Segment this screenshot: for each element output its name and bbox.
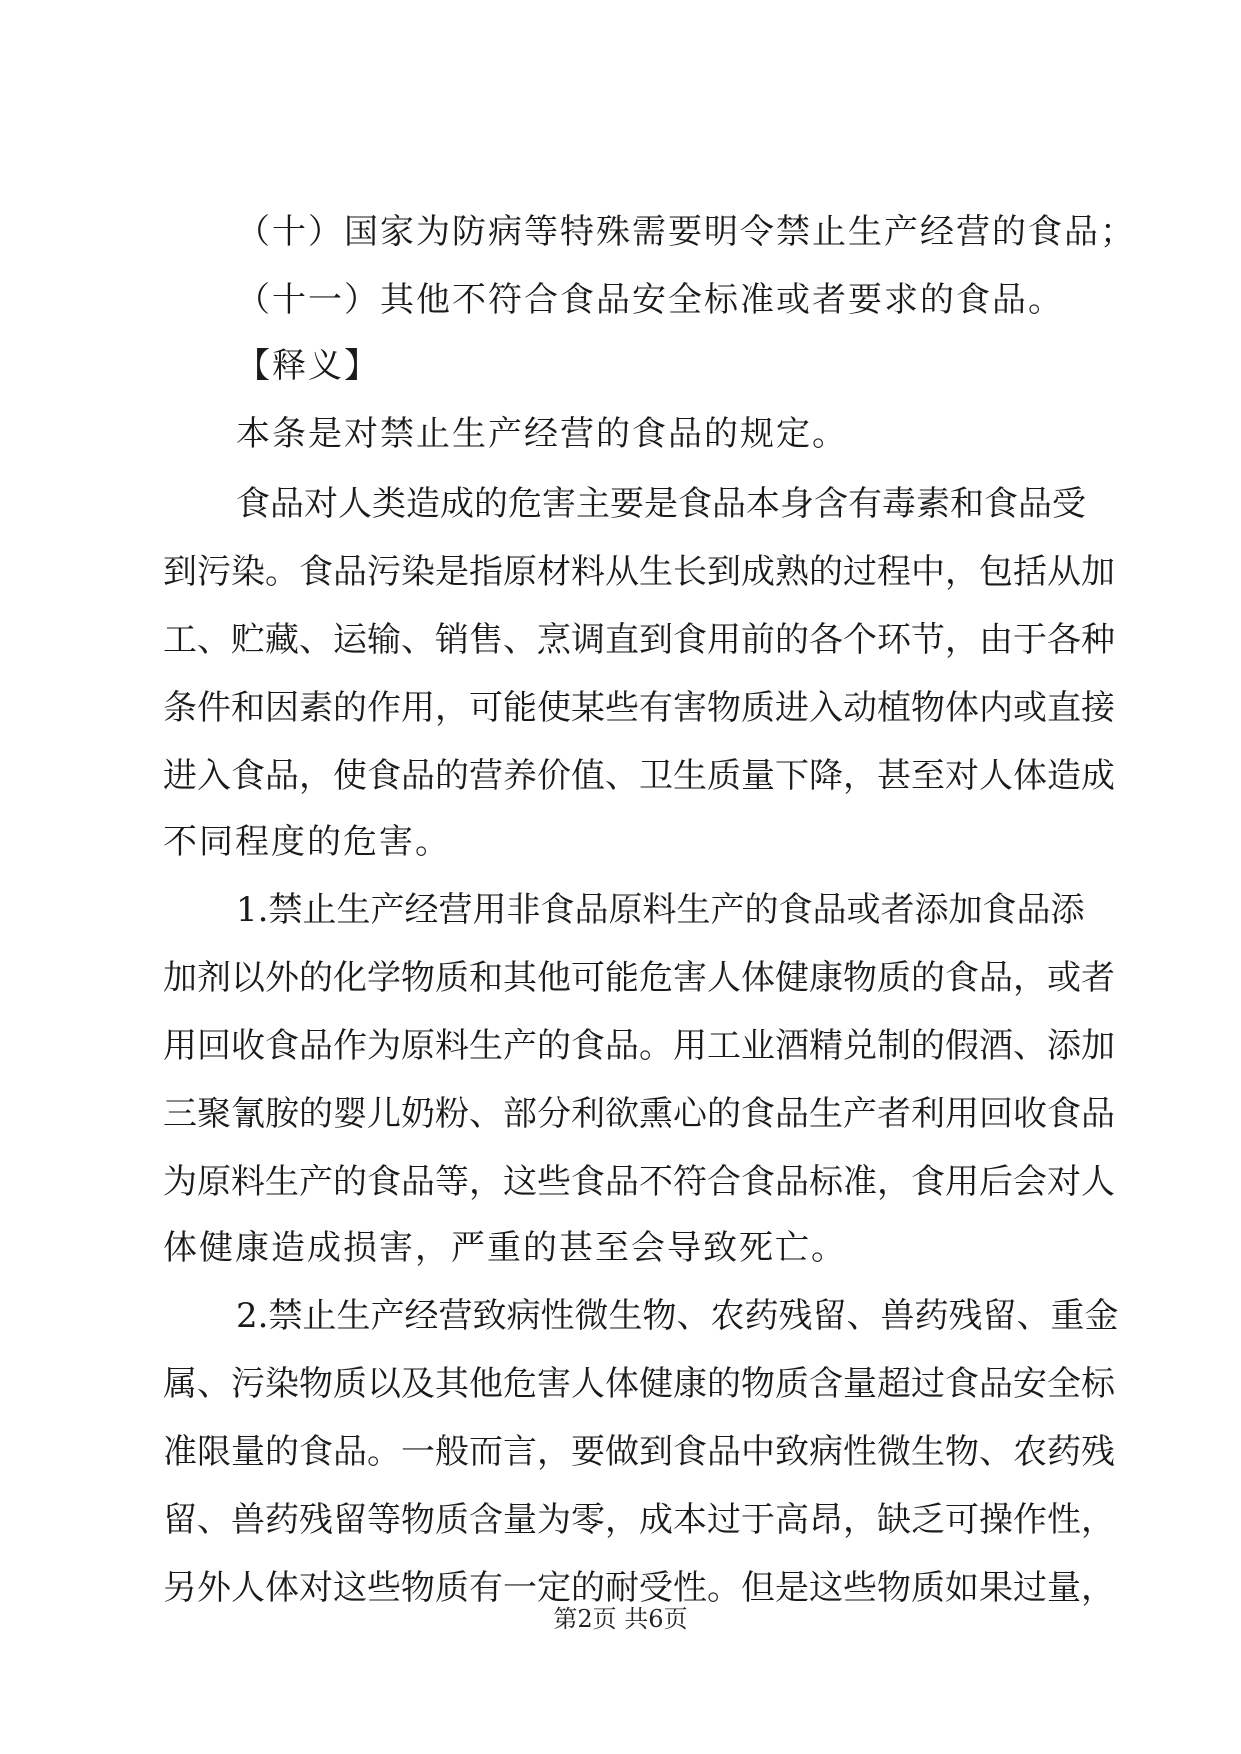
paragraph-3-line-1: 1.禁止生产经营用非食品原料生产的食品或者添加食品添: [236, 890, 1085, 930]
paragraph-4-line-5: 另外人体对这些物质有一定的耐受性。但是这些物质如果过量，: [163, 1568, 1115, 1608]
paragraph-4-line-1: 2.禁止生产经营致病性微生物、农药残留、兽药残留、重金: [236, 1296, 1119, 1336]
paragraph-2-line-4: 条件和因素的作用，可能使某些有害物质进入动植物体内或直接: [163, 688, 1115, 728]
list-item-11: （十一）其他不符合食品安全标准或者要求的食品。: [236, 280, 1064, 320]
paragraph-3-line-5: 为原料生产的食品等，这些食品不符合食品标准，食用后会对人: [163, 1162, 1115, 1202]
paragraph-2-line-3: 工、贮藏、运输、销售、烹调直到食用前的各个环节，由于各种: [163, 620, 1115, 660]
paragraph-2-line-1: 食品对人类造成的危害主要是食品本身含有毒素和食品受: [236, 484, 1086, 524]
paragraph-4-line-2: 属、污染物质以及其他危害人体健康的物质含量超过食品安全标: [163, 1364, 1115, 1404]
paragraph-3-line-6: 体健康造成损害，严重的甚至会导致死亡。: [163, 1228, 847, 1268]
paragraph-2-line-6: 不同程度的危害。: [163, 822, 451, 862]
paragraph-4-line-4: 留、兽药残留等物质含量为零，成本过于高昂，缺乏可操作性，: [163, 1500, 1115, 1540]
paragraph-2-line-2: 到污染。食品污染是指原材料从生长到成熟的过程中，包括从加: [163, 552, 1115, 592]
paragraph-3-line-4: 三聚氰胺的婴儿奶粉、部分利欲熏心的食品生产者利用回收食品: [163, 1094, 1115, 1134]
paragraph-1-line-1: 本条是对禁止生产经营的食品的规定。: [236, 414, 848, 454]
page-number-footer: 第2页 共6页: [553, 1605, 688, 1633]
list-item-10: （十）国家为防病等特殊需要明令禁止生产经营的食品；: [236, 212, 1136, 252]
section-heading-interpretation: 【释义】: [236, 346, 380, 386]
paragraph-3-line-2: 加剂以外的化学物质和其他可能危害人体健康物质的食品，或者: [163, 958, 1115, 998]
paragraph-4-line-3: 准限量的食品。一般而言，要做到食品中致病性微生物、农药残: [163, 1432, 1115, 1472]
paragraph-2-line-5: 进入食品，使食品的营养价值、卫生质量下降，甚至对人体造成: [163, 756, 1115, 796]
paragraph-3-line-3: 用回收食品作为原料生产的食品。用工业酒精兑制的假酒、添加: [163, 1026, 1115, 1066]
